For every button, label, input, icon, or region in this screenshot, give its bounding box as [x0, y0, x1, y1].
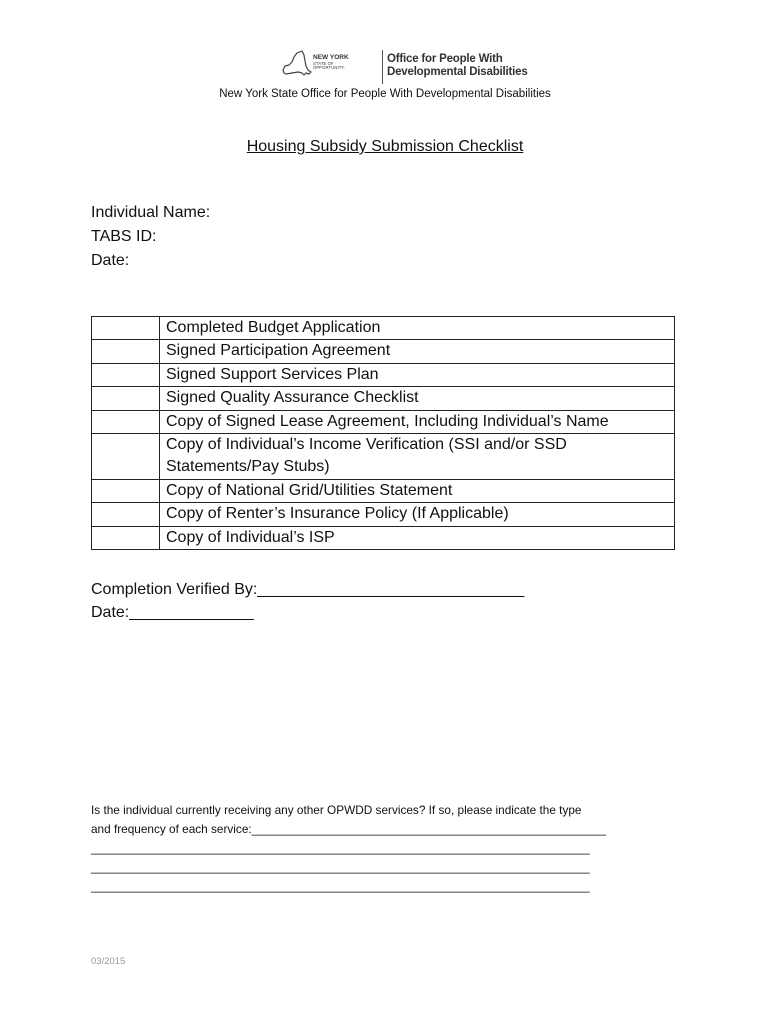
checkbox-cell[interactable]: [92, 317, 160, 340]
checkbox-cell[interactable]: [92, 363, 160, 386]
revision-date: 03/2015: [91, 956, 126, 967]
checkbox-cell[interactable]: [92, 340, 160, 363]
verification-date-field[interactable]: Date:______________: [91, 604, 254, 621]
table-row: [92, 387, 675, 410]
state-wordmark-line2: STATE OF: [313, 60, 334, 66]
checkbox-cell[interactable]: [92, 526, 160, 549]
services-answer-line[interactable]: ____________________________________________________________________________: [91, 879, 590, 893]
logo-divider: [382, 50, 383, 84]
table-row: [92, 363, 675, 386]
verification-block: [91, 578, 524, 624]
state-wordmark-line1: NEW YORK: [313, 54, 349, 61]
agency-name: New York State Office for People With Developmental Disabilities: [219, 88, 551, 100]
state-wordmark-line3: OPPORTUNITY.: [313, 65, 345, 71]
checkbox-cell[interactable]: [92, 479, 160, 502]
agency-wordmark: [387, 53, 528, 79]
checklist-item-label: Copy of National Grid/Utilities Statement: [160, 479, 675, 502]
table-row: [92, 526, 675, 549]
checklist-item-label: Signed Participation Agreement: [160, 340, 675, 363]
checklist-item-label: Completed Budget Application: [160, 317, 675, 340]
checklist-item-label: Copy of Signed Lease Agreement, Including Individual’s Name: [160, 410, 675, 433]
completion-verified-by-field[interactable]: Completion Verified By:______________________________: [91, 581, 525, 598]
checkbox-cell[interactable]: [92, 410, 160, 433]
other-services-question: [91, 801, 691, 896]
date-label: Date:: [91, 252, 130, 269]
table-row: [92, 410, 675, 433]
table-row: [92, 317, 675, 340]
individual-info-block: [91, 201, 210, 273]
checkbox-cell[interactable]: [92, 387, 160, 410]
document-title: Housing Subsidy Submission Checklist: [246, 138, 524, 155]
services-answer-line[interactable]: ____________________________________________________________________________: [91, 860, 590, 874]
agency-wordmark-line1: Office for People With: [387, 53, 503, 65]
checklist-item-label: Copy of Individual’s Income Verification (SSI and/or SSD Statements/Pay Stubs): [160, 434, 675, 480]
table-row: [92, 434, 675, 480]
tabs-id-label: TABS ID:: [91, 228, 157, 245]
state-wordmark: [313, 55, 349, 71]
new-york-state-map-icon: [280, 48, 314, 82]
table-row: [92, 340, 675, 363]
individual-name-label: Individual Name:: [91, 204, 211, 221]
opwdd-logo: [280, 48, 528, 86]
checklist-item-label: Copy of Individual’s ISP: [160, 526, 675, 549]
question-text: Is the individual currently receiving any other OPWDD services? If so, please indicate the type: [91, 803, 582, 817]
checklist-item-label: Copy of Renter’s Insurance Policy (If Applicable): [160, 503, 675, 526]
services-answer-line[interactable]: ____________________________________________________________________________: [91, 841, 590, 855]
agency-wordmark-line2: Developmental Disabilities: [387, 66, 528, 78]
checkbox-cell[interactable]: [92, 434, 160, 480]
checklist-item-label: Signed Quality Assurance Checklist: [160, 387, 675, 410]
checkbox-cell[interactable]: [92, 503, 160, 526]
submission-checklist-table: [91, 316, 675, 550]
table-row: [92, 503, 675, 526]
table-row: [92, 479, 675, 502]
services-answer-line[interactable]: and frequency of each service:______________________________________________________: [91, 822, 606, 836]
checklist-item-label: Signed Support Services Plan: [160, 363, 675, 386]
